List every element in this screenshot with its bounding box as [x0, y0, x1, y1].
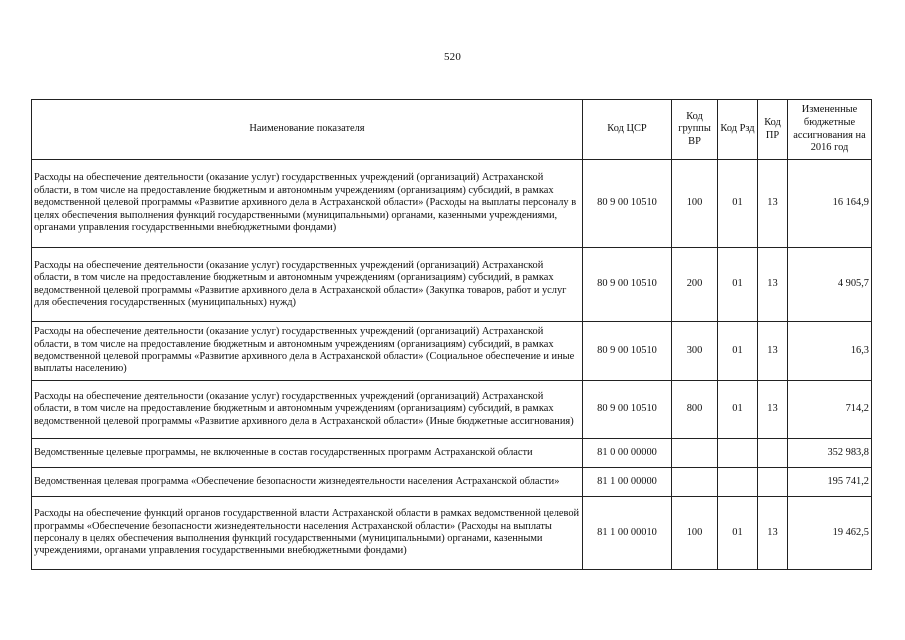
row-code-vr — [672, 439, 718, 468]
header-code-vr: Код группы ВР — [672, 100, 718, 160]
table-row — [32, 497, 872, 570]
header-code-csr: Код ЦСР — [583, 100, 672, 160]
row-code-csr: 81 1 00 00000 — [583, 468, 672, 497]
row-code-vr: 800 — [672, 381, 718, 439]
row-code-csr: 80 9 00 10510 — [583, 160, 672, 248]
page-number: 520 — [443, 51, 462, 63]
row-code-pr — [758, 439, 788, 468]
table-row — [32, 322, 872, 381]
header-code-pr: Код ПР — [758, 100, 788, 160]
row-code-pr: 13 — [758, 160, 788, 248]
row-code-pr — [758, 468, 788, 497]
header-amount: Измененные бюджетные ассигнования на 2016 год — [788, 100, 872, 160]
row-amount: 16,3 — [788, 322, 872, 381]
row-code-pr: 13 — [758, 322, 788, 381]
row-code-csr: 81 0 00 00000 — [583, 439, 672, 468]
row-code-csr: 81 1 00 00010 — [583, 497, 672, 570]
row-code-rzd — [718, 468, 758, 497]
row-code-pr: 13 — [758, 381, 788, 439]
row-amount: 19 462,5 — [788, 497, 872, 570]
row-code-vr: 100 — [672, 497, 718, 570]
row-code-rzd: 01 — [718, 381, 758, 439]
budget-table — [31, 99, 872, 570]
header-name: Наименование показателя — [32, 100, 583, 160]
row-amount: 352 983,8 — [788, 439, 872, 468]
header-code-rzd: Код Рзд — [718, 100, 758, 160]
row-name: Расходы на обеспечение деятельности (оказание услуг) государственных учреждений (организаций) Астраханской области, в том числе на предоставление бюджетным и автономным учреждениям (организациям) субсидий, в рамках ведомственной целевой программы «Развитие архивного дела в Астраханской области» (Иные бюджетные ассигнования) — [32, 381, 583, 439]
table-row — [32, 381, 872, 439]
row-code-vr: 100 — [672, 160, 718, 248]
row-code-csr: 80 9 00 10510 — [583, 248, 672, 322]
row-amount: 195 741,2 — [788, 468, 872, 497]
table-row — [32, 439, 872, 468]
row-name: Расходы на обеспечение деятельности (оказание услуг) государственных учреждений (организаций) Астраханской области, в том числе на предоставление бюджетным и автономным учреждениям (организациям) субсидий, в рамках ведомственной целевой программы «Развитие архивного дела в Астраханской области» (Расходы на выплаты персоналу в целях обеспечения выполнения функций государственными (муниципальными) органами, казенными учреждениями, органами управления государственными внебюджетными фондами) — [32, 160, 583, 248]
row-name: Ведомственные целевые программы, не включенные в состав государственных программ Астраханской области — [32, 439, 583, 468]
row-code-vr: 200 — [672, 248, 718, 322]
table-row — [32, 468, 872, 497]
table-header-row — [32, 100, 872, 160]
row-name: Расходы на обеспечение деятельности (оказание услуг) государственных учреждений (организаций) Астраханской области, в том числе на предоставление бюджетным и автономным учреждениям (организациям) субсидий, в рамках ведомственной целевой программы «Развитие архивного дела в Астраханской области» (Закупка товаров, работ и услуг для обеспечения государственных (муниципальных) нужд) — [32, 248, 583, 322]
row-code-rzd — [718, 439, 758, 468]
row-code-pr: 13 — [758, 497, 788, 570]
row-code-csr: 80 9 00 10510 — [583, 322, 672, 381]
table-row — [32, 248, 872, 322]
row-code-vr: 300 — [672, 322, 718, 381]
row-amount: 714,2 — [788, 381, 872, 439]
row-name: Ведомственная целевая программа «Обеспечение безопасности жизнедеятельности населения Астраханской области» — [32, 468, 583, 497]
row-code-rzd: 01 — [718, 248, 758, 322]
row-code-csr: 80 9 00 10510 — [583, 381, 672, 439]
row-code-pr: 13 — [758, 248, 788, 322]
row-code-rzd: 01 — [718, 322, 758, 381]
table-row — [32, 160, 872, 248]
row-code-rzd: 01 — [718, 160, 758, 248]
row-amount: 4 905,7 — [788, 248, 872, 322]
row-code-vr — [672, 468, 718, 497]
row-name: Расходы на обеспечение деятельности (оказание услуг) государственных учреждений (организаций) Астраханской области, в том числе на предоставление бюджетным и автономным учреждениям (организациям) субсидий, в рамках ведомственной целевой программы «Развитие архивного дела в Астраханской области» (Социальное обеспечение и иные выплаты населению) — [32, 322, 583, 381]
row-amount: 16 164,9 — [788, 160, 872, 248]
row-code-rzd: 01 — [718, 497, 758, 570]
row-name: Расходы на обеспечение функций органов государственной власти Астраханской области в рамках ведомственной целевой программы «Обеспечение безопасности жизнедеятельности населения Астраханской области» (Расходы на выплаты персоналу в целях обеспечения выполнения функций государственными (муниципальными) органами, казенными учреждениями, органами управления государственными внебюджетными фондами) — [32, 497, 583, 570]
